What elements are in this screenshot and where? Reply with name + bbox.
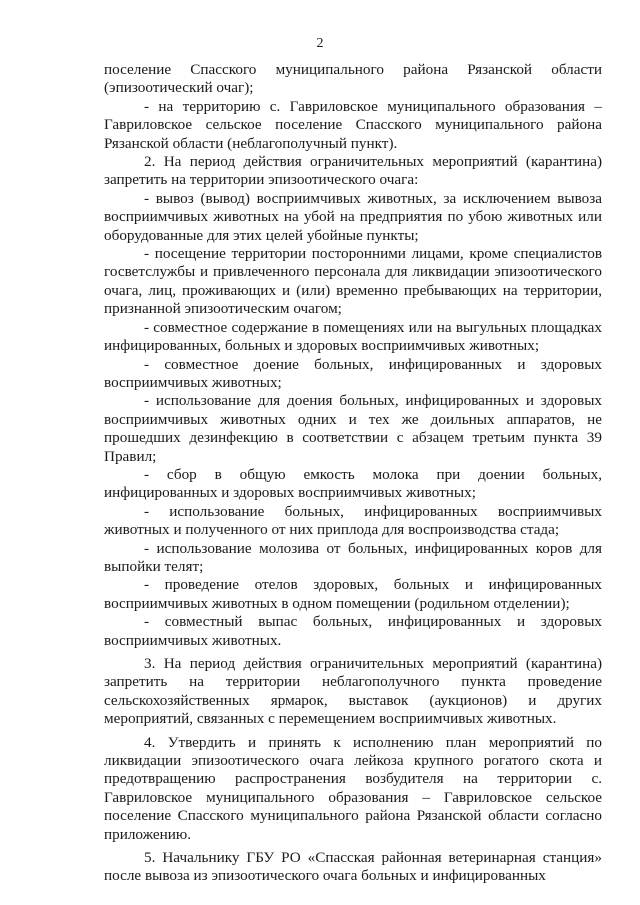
paragraph: - использование больных, инфицированных восприимчивых животных и полученного от них приплода для воспроизводства стада; (104, 502, 602, 539)
paragraph: 5. Начальнику ГБУ РО «Спасская районная ветеринарная станция» после вывоза из эпизоотического очага больных и инфицированных (104, 849, 602, 885)
paragraph: - совместный выпас больных, инфицированных и здоровых восприимчивых животных. (104, 613, 602, 649)
paragraph: - совместное доение больных, инфицированных и здоровых восприимчивых животных; (104, 355, 602, 391)
paragraph: 2. На период действия ограничительных мероприятий (карантина) запретить на территории эпизоотического очага: (104, 153, 602, 189)
paragraph: - использование молозива от больных, инфицированных коров для выпойки телят; (104, 539, 602, 575)
paragraph: - сбор в общую емкость молока при доении больных, инфицированных и здоровых восприимчивых животных; (104, 465, 602, 502)
paragraph: - использование для доения больных, инфицированных и здоровых восприимчивых животных одних и тех же доильных аппаратов, не прошедших дезинфекцию в соответствии с абзацем третьим пункта 39 Правил; (104, 392, 602, 465)
paragraph: поселение Спасского муниципального района Рязанской области (эпизоотический очаг); (104, 61, 602, 97)
document-body (104, 61, 602, 886)
paragraph: 3. На период действия ограничительных мероприятий (карантина) запретить на территории неблагополучного пункта проведение сельскохозяйственных ярмарок, выставок (аукционов) и других мероприятий, связанных с перемещением восприимчивых животных. (104, 655, 602, 728)
paragraph: - проведение отелов здоровых, больных и инфицированных восприимчивых животных в одном помещении (родильном отделении); (104, 576, 602, 612)
paragraph: - вывоз (вывод) восприимчивых животных, за исключением вывоза восприимчивых животных на убой на предприятия по убою животных или оборудованные для этих целей убойные пункты; (104, 189, 602, 244)
paragraph: 4. Утвердить и принять к исполнению план мероприятий по ликвидации эпизоотического очага лейкоза крупного рогатого скота и предотвращению распространения возбудителя на территории с. Гавриловское муниципального образования – Гавриловское сельское поселение Спасского муниципального района Рязанской области согласно приложению. (104, 733, 602, 843)
paragraph: - посещение территории посторонними лицами, кроме специалистов госветслужбы и привлеченного персонала для ликвидации эпизоотического очага, лиц, проживающих и (или) временно пребывающих на территории, признанной эпизоотическим очагом; (104, 245, 602, 318)
paragraph: - совместное содержание в помещениях или на выгульных площадках инфицированных, больных и здоровых восприимчивых животных; (104, 318, 602, 355)
paragraph: - на территорию с. Гавриловское муниципального образования – Гавриловское сельское поселение Спасского муниципального района Рязанской области (неблагополучный пункт). (104, 97, 602, 152)
page-number: 2 (316, 36, 324, 51)
